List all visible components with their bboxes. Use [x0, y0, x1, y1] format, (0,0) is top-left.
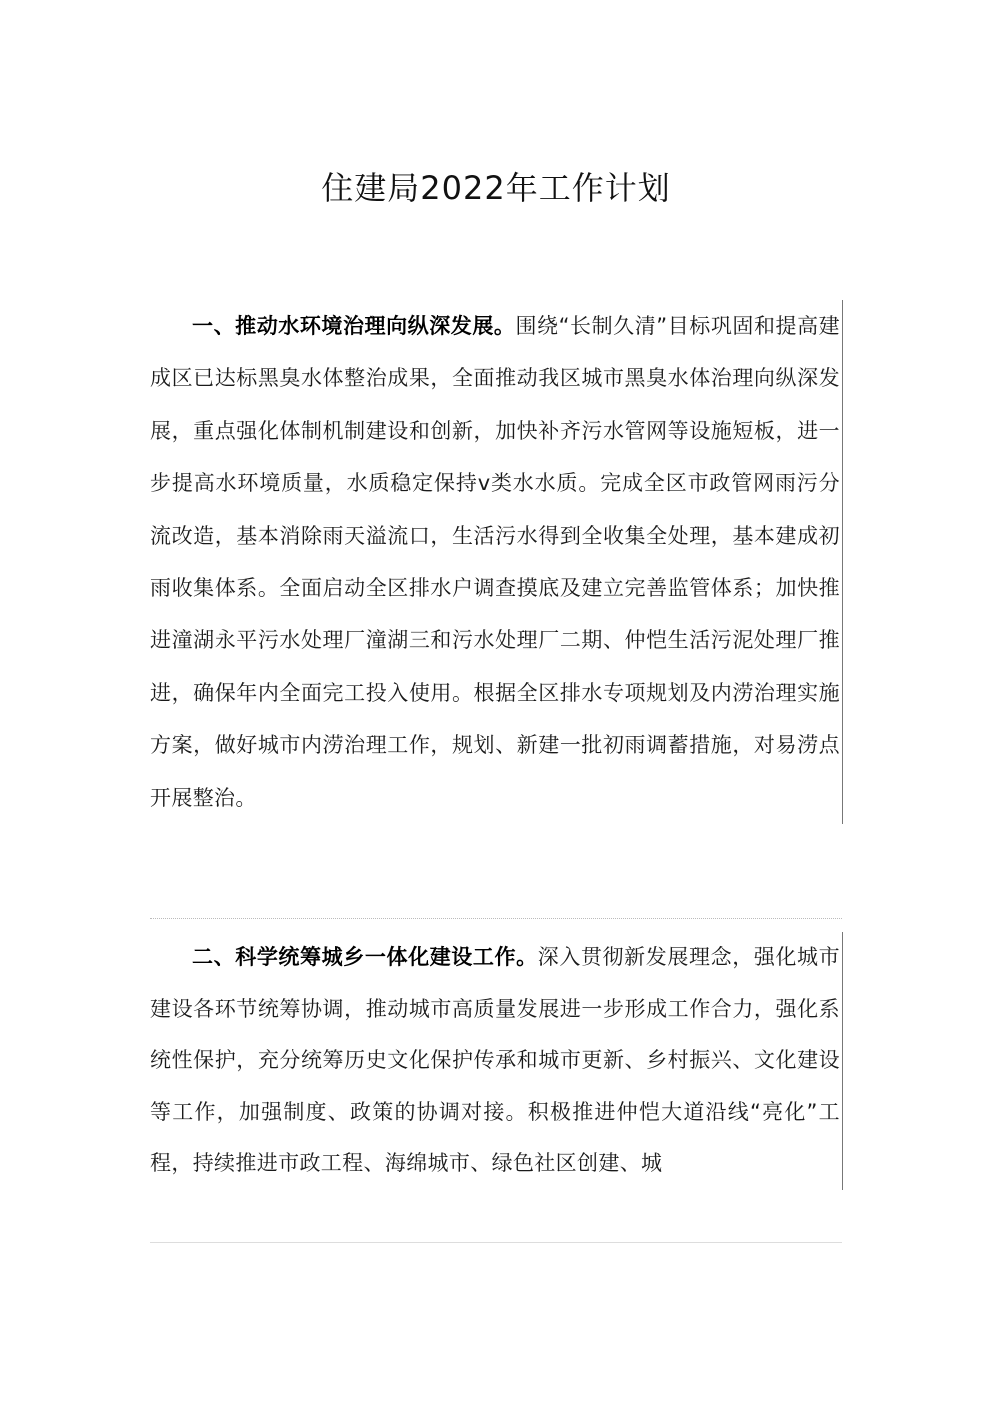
section-heading: 一、推动水环境治理向纵深发展。 [192, 314, 516, 338]
section-water-environment [150, 300, 843, 824]
page-bottom-divider [150, 1242, 842, 1243]
section-body: 围绕“长制久清”目标巩固和提高建成区已达标黑臭水体整治成果，全面推动我区城市黑臭水体治理向纵深发展，重点强化体制机制建设和创新，加快补齐污水管网等设施短板，进一步提高水环境质量，水质稳定保持v类水水质。完成全区市政管网雨污分流改造，基本消除雨天溢流口，生活污水得到全收集全处理，基本建成初雨收集体系。全面启动全区排水户调查摸底及建立完善监管体系；加快推进潼湖永平污水处理厂潼湖三和污水处理厂二期、仲恺生活污泥处理厂推进，确保年内全面完工投入使用。根据全区排水专项规划及内涝治理实施方案，做好城市内涝治理工作，规划、新建一批初雨调蓄措施，对易涝点开展整治。 [150, 314, 841, 810]
document-title: 住建局2022年工作计划 [321, 169, 671, 207]
section-paragraph [150, 932, 840, 1190]
section-urban-rural [150, 932, 843, 1190]
section-paragraph [150, 300, 840, 824]
section-heading: 二、科学统筹城乡一体化建设工作。 [192, 945, 538, 969]
section-body: 深入贯彻新发展理念，强化城市建设各环节统筹协调，推动城市高质量发展进一步形成工作合力，强化系统性保护，充分统筹历史文化保护传承和城市更新、乡村振兴、文化建设等工作，加强制度、政策的协调对接。积极推进仲恺大道沿线“亮化”工程，持续推进市政工程、海绵城市、绿色社区创建、城 [150, 945, 840, 1176]
section-divider [150, 918, 842, 919]
